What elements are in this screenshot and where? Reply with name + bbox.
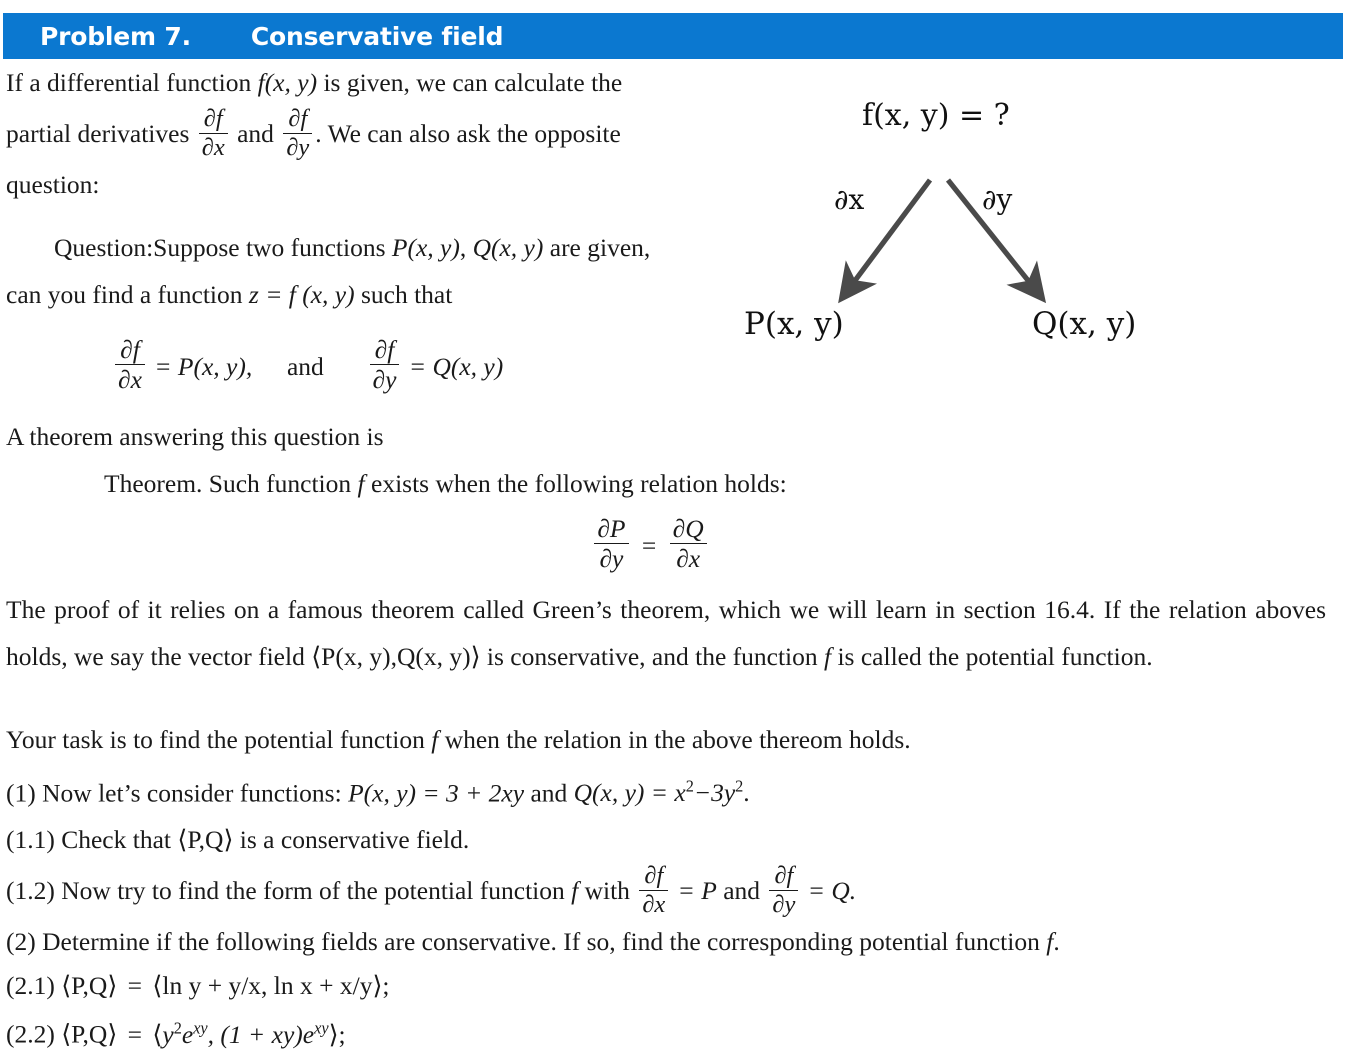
fraction-df-dx [639,863,668,918]
exponent: 2 [735,776,744,796]
theorem-lead-text: A theorem answering this question is [6,421,384,451]
vector-field-notation: ⟨P(x, y),Q(x, y)⟩ [311,641,481,671]
task-item-2-1 [0,965,1371,1007]
fraction-numerator-f: f [786,862,794,890]
problem-title-label: Conservative field [250,21,504,51]
task-1-q-definition: Q(x, $y) = x^2-3y^2$. [573,776,750,808]
proof-note-paragraph [0,586,1332,680]
diagram-p-node-label: P(x, y) [744,306,844,342]
partial-symbol: ∂ [201,133,214,161]
intro-and: and [237,119,274,149]
fraction-df-dx [115,336,145,393]
task-2-2-field-definition: $⟨y^2e^{xy}$, $(1 + xy)e^{xy}⟩$; [152,1018,346,1049]
fraction-dP-dy [594,515,628,572]
task-1-text: Now let’s consider functions: [42,778,342,808]
task-1-2-text-a: Now try to find the form of the potential function [61,876,565,906]
theorem-statement-b: exists when the following relation holds: [371,468,787,498]
fraction-numerator-f: f [656,862,664,890]
exponent: 2 [685,776,694,796]
equation-conjunction: and [286,351,324,381]
partial-symbol: ∂ [672,513,686,543]
exponent: xy [314,1018,329,1038]
fraction-numerator-f: f [387,334,395,364]
question-lead: Question:Suppose two functions [54,232,386,262]
task-1-and: and [530,778,568,808]
task-2-1-field-definition: ⟨ln y + y/x, ln x + x/y⟩; [152,971,390,1001]
exponent: 2 [173,1018,182,1038]
diagram-f-label: f(x, y) = ? [862,98,1010,133]
proof-note-f-symbol: f [824,641,832,671]
question-line2-b: such that [360,279,453,309]
task-intro-a: Your task is to find the potential function [6,724,425,754]
fraction-denominator-var: y [784,891,796,919]
task-1-2-label: (1.2) [6,876,55,906]
intro-line3: opposite question: [6,119,621,199]
pq-pair-notation: ⟨P,Q⟩ [61,971,118,1001]
equals-sign: = [127,971,143,1001]
intro-f-symbol: f [257,68,265,97]
diagram-partial-x-label: ∂x [834,183,865,216]
question-p-function: P(x, y) [391,232,460,262]
fraction-denominator-var: y [298,133,310,161]
theorem-statement [0,460,1371,507]
partial-symbol: ∂ [372,364,386,394]
task-2-text-a: Determine if the following fields are conservative. If so, find the corresponding potential function [42,927,1040,957]
theorem-relation-equation [0,515,1371,572]
question-comma: , [459,232,467,262]
intro-line2-a: the partial derivatives [6,68,623,149]
task-1-p-definition: P(x, y) = 3 + 2xy [348,778,525,808]
task-2-2-label: (2.2) [6,1019,55,1049]
equation-right-rhs: = Q(x, y) [408,351,504,381]
fraction-denominator-var: x [213,133,225,161]
question-z-equation: z = f (x, y) [248,279,355,309]
problem-number-label: Problem 7. [40,21,191,51]
fraction-df-dx [199,106,228,161]
task-1-2-equals-p: = P [677,876,717,906]
theorem-f-symbol: f [357,468,365,498]
pq-pair-notation: ⟨P,Q⟩ [177,825,234,855]
equals-sign: = [641,530,657,560]
task-intro [0,716,1371,763]
partial-symbol: ∂ [642,891,655,919]
intro-paragraph [0,59,692,208]
angle-open: ⟨ [152,1019,163,1049]
question-display-equations [0,336,1371,393]
intro-line1-b: is given, we can calculate [323,68,585,97]
fraction-numerator-f: f [215,105,223,132]
fraction-denominator-var: y [385,364,397,394]
equation-left-rhs: = P(x, y), [154,351,253,381]
partial-symbol: ∂ [772,891,785,919]
fraction-denominator-var: x [130,364,142,394]
question-q-function: Q(x, y) [472,232,544,262]
partial-symbol: ∂ [774,862,787,890]
partial-symbol: ∂ [120,334,133,364]
fraction-dQ-dx [670,515,707,572]
question-are: are [549,232,581,262]
task-item-1-1 [0,816,1371,863]
partial-symbol: ∂ [597,513,610,543]
partial-symbol: ∂ [118,364,131,394]
proof-note-part1: The proof of it relies on a famous theorem called Green’s theorem, which we will learn in section 16.4. If the relation aboves holds, we say the vector field [6,594,1326,671]
fraction-denominator-var: x [688,543,701,573]
task-2-1-label: (2.1) [6,971,55,1001]
proof-note-part3: is called the potential function. [837,641,1153,671]
fraction-numerator-var: P [609,513,626,543]
partial-symbol: ∂ [676,543,689,573]
intro-f-args: (x, y) [264,68,318,97]
task-intro-b: when the relation in the above thereom holds. [444,724,911,754]
partial-symbol: ∂ [288,105,301,132]
equals-sign: = [127,1019,143,1049]
task-1-2-and: and [723,876,761,906]
intro-line1-a: If a differential function [6,68,252,97]
partial-symbol: ∂ [644,862,657,890]
task-1-label: (1) [6,778,36,808]
fraction-denominator-var: y [612,543,624,573]
theorem-statement-a: Theorem. Such function [104,468,352,498]
task-item-2 [0,918,1371,965]
partial-symbol: ∂ [203,105,216,132]
fraction-numerator-var: Q [685,513,704,543]
partial-symbol: ∂ [599,543,613,573]
pq-pair-notation: ⟨P,Q⟩ [61,1019,118,1049]
question-paragraph [0,224,692,318]
fraction-df-dy [370,336,400,393]
task-1-1-text-b: is a conservative field. [239,825,470,855]
theorem-lead-in [0,413,1371,460]
fraction-numerator-f: f [300,105,308,132]
fraction-numerator-f: f [132,334,140,364]
task-1-1-label: (1.1) [6,825,55,855]
partial-symbol: ∂ [374,334,388,364]
partial-symbol: ∂ [286,133,299,161]
task-2-label: (2) [6,927,36,957]
fraction-denominator-var: x [654,891,666,919]
problem-header-bar [3,13,1343,59]
exponent: xy [193,1018,208,1038]
diagram-q-node-label: Q(x, y) [1032,306,1137,342]
diagram-partial-y-label: ∂y [982,183,1013,216]
task-item-1 [0,763,1371,817]
document-body [0,59,1371,1056]
task-1-2-equals-q: = Q. [807,876,857,906]
question-line2-a: given, can you find a function [6,232,651,309]
task-item-1-2 [0,863,1371,918]
angle-close: ⟩; [328,1019,346,1049]
intro-line2-b: . We can also ask the [315,119,529,149]
fraction-df-dy [769,863,798,918]
task-1-1-text-a: Check that [61,825,171,855]
task-2-f-symbol: f [1046,927,1054,957]
proof-note-part2: is conservative, and the function [486,641,818,671]
task-item-2-2 [0,1007,1371,1056]
task-1-2-with: with [584,876,630,906]
task-1-2-f-symbol: f [571,876,579,906]
task-intro-f-symbol: f [431,724,439,754]
task-2-period: . [1053,927,1060,957]
fraction-df-dy [283,106,312,161]
